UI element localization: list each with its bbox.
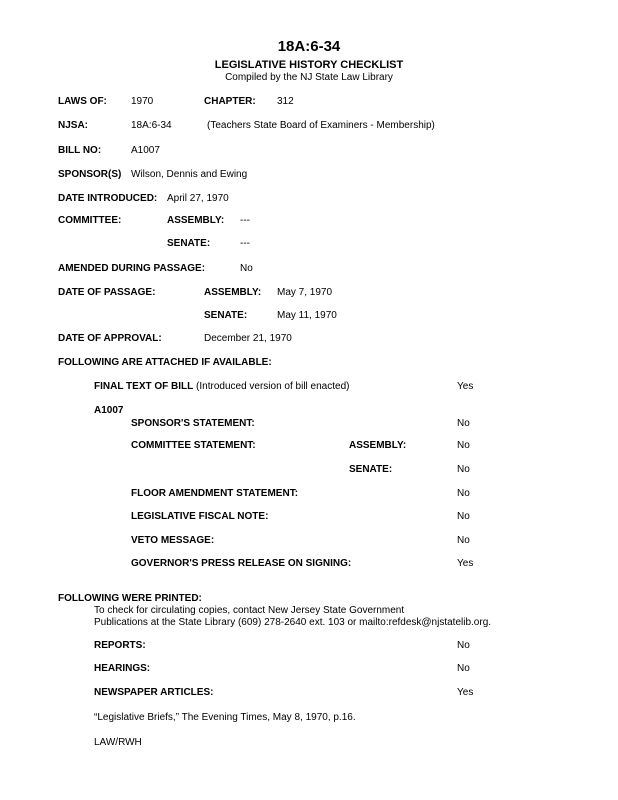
laws-of-label: LAWS OF:: [58, 96, 107, 107]
committee-statement-label: COMMITTEE STATEMENT:: [131, 440, 256, 451]
newspaper-citation: “Legislative Briefs,” The Evening Times, May 8, 1970, p.16.: [94, 712, 356, 723]
sponsors-value: Wilson, Dennis and Ewing: [131, 169, 248, 180]
date-of-passage-label: DATE OF PASSAGE:: [58, 287, 156, 298]
final-text-note: (Introduced version of bill enacted): [196, 381, 350, 392]
passage-senate-label: SENATE:: [204, 310, 248, 321]
committee-statement-assembly-value: No: [457, 440, 470, 451]
hearings-value: No: [457, 663, 470, 674]
committee-statement-senate-value: No: [457, 464, 470, 475]
final-text-value: Yes: [457, 381, 474, 392]
committee-statement-senate-label: SENATE:: [349, 464, 393, 475]
attached-heading: FOLLOWING ARE ATTACHED IF AVAILABLE:: [58, 357, 272, 368]
reports-label: REPORTS:: [94, 640, 146, 651]
printed-note-line1: To check for circulating copies, contact New Jersey State Government: [94, 605, 405, 616]
bill-no-label: BILL NO:: [58, 145, 102, 156]
fiscal-note-label: LEGISLATIVE FISCAL NOTE:: [131, 511, 269, 522]
chapter-value: 312: [277, 96, 294, 107]
fiscal-note-value: No: [457, 511, 470, 522]
date-introduced-label: DATE INTRODUCED:: [58, 193, 158, 204]
floor-amendment-value: No: [457, 488, 470, 499]
initials: LAW/RWH: [94, 737, 142, 748]
press-release-value: Yes: [457, 558, 474, 569]
committee-assembly-label: ASSEMBLY:: [167, 215, 225, 226]
committee-assembly-value: ---: [240, 215, 250, 226]
passage-assembly-value: May 7, 1970: [277, 287, 333, 298]
sponsors-label: SPONSOR(S): [58, 169, 122, 180]
hearings-label: HEARINGS:: [94, 663, 151, 674]
printed-note-line2: Publications at the State Library (609) 278-2640 ext. 103 or mailto:refdesk@njstatelib.org.: [94, 617, 492, 628]
njsa-description: (Teachers State Board of Examiners - Membership): [207, 120, 435, 131]
compiled-by: Compiled by the NJ State Law Library: [225, 72, 393, 83]
njsa-value: 18A:6-34: [131, 120, 172, 131]
amended-value: No: [240, 263, 253, 274]
passage-senate-value: May 11, 1970: [277, 310, 337, 321]
sponsor-statement-label: SPONSOR'S STATEMENT:: [131, 418, 255, 429]
committee-statement-assembly-label: ASSEMBLY:: [349, 440, 407, 451]
veto-message-value: No: [457, 535, 470, 546]
newspaper-value: Yes: [457, 687, 474, 698]
date-of-approval-label: DATE OF APPROVAL:: [58, 333, 162, 344]
final-text-label: FINAL TEXT OF BILL: [94, 381, 194, 392]
attached-bill-number: A1007: [94, 405, 124, 416]
date-of-approval-value: December 21, 1970: [204, 333, 292, 344]
laws-of-value: 1970: [131, 96, 154, 107]
floor-amendment-label: FLOOR AMENDMENT STATEMENT:: [131, 488, 299, 499]
reports-value: No: [457, 640, 470, 651]
page-title: 18A:6-34: [277, 38, 341, 55]
amended-label: AMENDED DURING PASSAGE:: [58, 263, 206, 274]
newspaper-label: NEWSPAPER ARTICLES:: [94, 687, 214, 698]
date-introduced-value: April 27, 1970: [167, 193, 229, 204]
final-text-row: [94, 381, 349, 393]
chapter-label: CHAPTER:: [204, 96, 256, 107]
passage-assembly-label: ASSEMBLY:: [204, 287, 262, 298]
press-release-label: GOVERNOR'S PRESS RELEASE ON SIGNING:: [131, 558, 352, 569]
bill-no-value: A1007: [131, 145, 160, 156]
printed-heading: FOLLOWING WERE PRINTED:: [58, 593, 202, 604]
njsa-label: NJSA:: [58, 120, 89, 131]
committee-label: COMMITTEE:: [58, 215, 122, 226]
committee-senate-label: SENATE:: [167, 238, 211, 249]
sponsor-statement-value: No: [457, 418, 470, 429]
checklist-subtitle: LEGISLATIVE HISTORY CHECKLIST: [214, 59, 404, 71]
veto-message-label: VETO MESSAGE:: [131, 535, 215, 546]
committee-senate-value: ---: [240, 238, 250, 249]
